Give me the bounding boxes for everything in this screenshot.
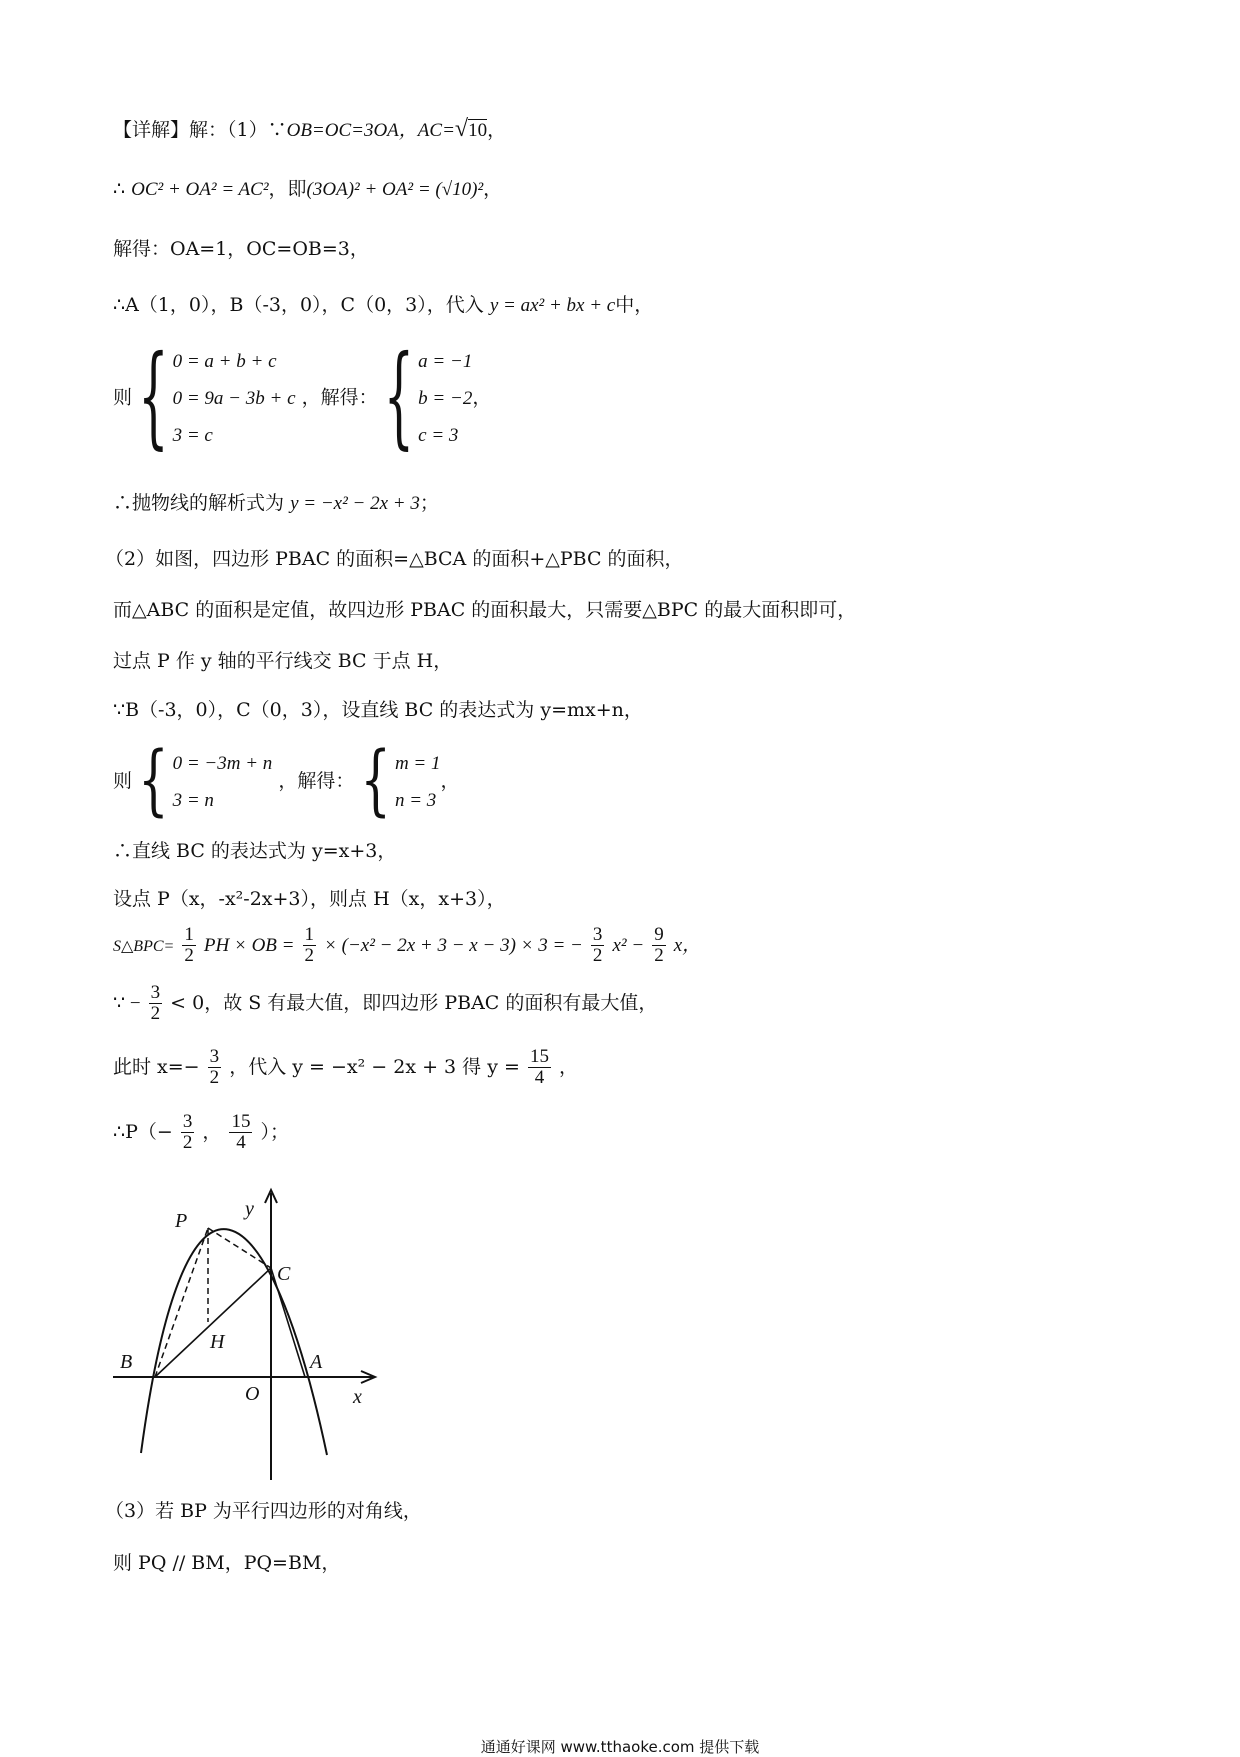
frac-num: 3 [182, 1111, 193, 1132]
label-h: H [210, 1331, 225, 1353]
solution-line-6 [113, 492, 439, 516]
punct: ， [487, 119, 507, 141]
solution-heading: 【详解】解：（1）∵ [113, 119, 287, 141]
parabola-expr: y = −x² − 2x + 3 [290, 493, 420, 514]
area-part: x， [673, 934, 702, 956]
solve-text: ，解得： [278, 770, 355, 792]
label-c: C [277, 1263, 291, 1285]
area-part: × (−x² − 2x + 3 − x − 3) × 3 = − [324, 934, 583, 956]
max-condition-line [113, 983, 657, 1025]
area-formula-line [113, 925, 701, 967]
fraction [182, 925, 196, 967]
given-expr: OB=OC=3OA，AC= [286, 120, 455, 141]
vertex-line [113, 1047, 578, 1089]
solution-row: n = 3 [394, 790, 437, 811]
frac-num: 9 [654, 924, 664, 945]
frac-den: 2 [150, 1002, 161, 1024]
area-part: x² − [612, 934, 645, 956]
solution-rows [395, 745, 441, 819]
point-p-text: ∴P（− [113, 1120, 173, 1143]
frac-num: 1 [304, 924, 315, 945]
frac-den: 2 [182, 1131, 193, 1153]
punct: 中， [615, 294, 654, 316]
frac-num: 15 [529, 1046, 549, 1067]
solve-text: ，解得： [301, 386, 378, 409]
area-part: PH × OB = [203, 934, 295, 956]
punct: ）； [260, 1120, 290, 1143]
part2-line-4: ∵B（-3，0），C（0，3），设直线 BC 的表达式为 y=mx+n， [113, 699, 643, 721]
solution-row: a = −1 [418, 351, 473, 372]
parabola-text: ∴抛物线的解析式为 [113, 492, 285, 514]
fraction [303, 925, 317, 967]
fraction [591, 925, 605, 967]
punct: ， [483, 178, 503, 200]
area-lhs: S△BPC= [113, 937, 175, 955]
punct: ， [472, 386, 492, 409]
equation-row: 0 = 9a − 3b + c [172, 388, 296, 409]
vertex-x-text: 此时 x=− [113, 1055, 200, 1078]
parabola-figure [105, 1185, 395, 1485]
part3-line-2: 则 PQ // BM，PQ=BM， [113, 1552, 341, 1574]
quadratic-general-expr: y = ax² + bx + c [489, 295, 616, 316]
equation-row: 0 = −3m + n [172, 753, 273, 774]
label-a: A [310, 1351, 323, 1373]
fraction [208, 1047, 222, 1089]
label-b: B [120, 1351, 133, 1373]
points-text: ∴A（1，0），B（-3，0），C（0，3），代入 [113, 294, 484, 316]
equation-rows [173, 343, 296, 454]
equation-system-2 [113, 735, 460, 826]
punct: ； [419, 492, 439, 514]
then-text: 则 [113, 770, 133, 792]
fraction [149, 983, 163, 1025]
part2-line-1: （2）如图，四边形 PBAC 的面积=△BCA 的面积+△PBC 的面积， [105, 548, 684, 570]
punct: ， [202, 1120, 222, 1143]
fraction [181, 1112, 195, 1154]
solution-rows [418, 343, 472, 454]
fraction [528, 1047, 551, 1089]
solution-row: c = 3 [418, 425, 459, 446]
frac-num: 3 [150, 982, 161, 1003]
cases-block-3 [138, 735, 273, 826]
left-brace-icon: { [383, 332, 415, 462]
equation-row: 3 = c [172, 425, 213, 446]
left-brace-icon: { [138, 735, 169, 826]
left-brace-icon: { [360, 735, 391, 826]
solution-line-4 [113, 294, 653, 318]
cases-block-2 [383, 332, 473, 462]
label-o: O [245, 1383, 260, 1405]
fraction [229, 1112, 252, 1154]
sqrt-radicand: 10 [468, 120, 488, 141]
equation-system-1 [113, 332, 492, 462]
left-brace-icon: { [138, 332, 169, 462]
parabola-curve [141, 1229, 327, 1455]
substitute-text: ，代入 y = −x² − 2x + 3 得 y = [229, 1055, 520, 1078]
part2-line-2: 而△ABC 的面积是定值，故四边形 PBAC 的面积最大，只需要△BPC 的最大面积即可， [113, 599, 857, 621]
pythagoras-expr: OC² + OA² = AC² [131, 179, 269, 200]
max-text: < 0，故 S 有最大值，即四边形 PBAC 的面积有最大值， [170, 991, 658, 1014]
solution-line-3: 解得：OA=1，OC=OB=3， [113, 238, 369, 260]
therefore-symbol: ∴ [113, 178, 126, 200]
dashed-bp [155, 1228, 208, 1377]
solution-row: m = 1 [394, 753, 441, 774]
fraction [652, 925, 666, 967]
because-symbol: ∵ − [113, 992, 141, 1014]
then-text: 则 [113, 386, 133, 409]
frac-den: 2 [654, 944, 664, 966]
frac-den: 4 [534, 1066, 545, 1088]
frac-den: 2 [592, 944, 603, 966]
label-x: x [353, 1386, 362, 1408]
punct: ， [440, 770, 460, 792]
part2-line-3: 过点 P 作 y 轴的平行线交 BC 于点 H， [113, 650, 453, 672]
frac-den: 2 [304, 944, 315, 966]
point-p-line [113, 1112, 289, 1154]
frac-den: 4 [236, 1131, 246, 1153]
equation-rows [173, 745, 273, 819]
cases-block-4 [360, 735, 441, 826]
equation-row: 3 = n [172, 790, 214, 811]
frac-num: 3 [209, 1046, 220, 1067]
sqrt-symbol: √ [454, 116, 469, 142]
part2-line-6: ∴直线 BC 的表达式为 y=x+3， [113, 840, 397, 862]
footer-source: 通通好课网 www.tthaoke.com 提供下载 [480, 1738, 760, 1756]
part3-line-1: （3）若 BP 为平行四边形的对角线， [105, 1500, 422, 1522]
solution-line-2 [113, 178, 502, 202]
solution-line-1 [113, 115, 506, 144]
label-p: P [175, 1210, 188, 1232]
line-bc [155, 1268, 271, 1377]
label-y: y [245, 1198, 254, 1220]
substituted-expr: (3OA)² + OA² = (√10)² [306, 179, 484, 200]
frac-num: 3 [592, 924, 603, 945]
frac-den: 2 [209, 1066, 220, 1088]
cases-block-1 [138, 332, 296, 462]
frac-num: 1 [184, 924, 194, 945]
punct: ， [558, 1055, 578, 1078]
frac-num: 15 [231, 1111, 251, 1132]
connector-text: ，即 [268, 178, 307, 200]
frac-den: 2 [184, 944, 194, 966]
part2-line-7: 设点 P（x，-x²-2x+3），则点 H（x，x+3）， [113, 888, 506, 910]
equation-row: 0 = a + b + c [172, 351, 277, 372]
solution-row: b = −2 [418, 388, 473, 409]
